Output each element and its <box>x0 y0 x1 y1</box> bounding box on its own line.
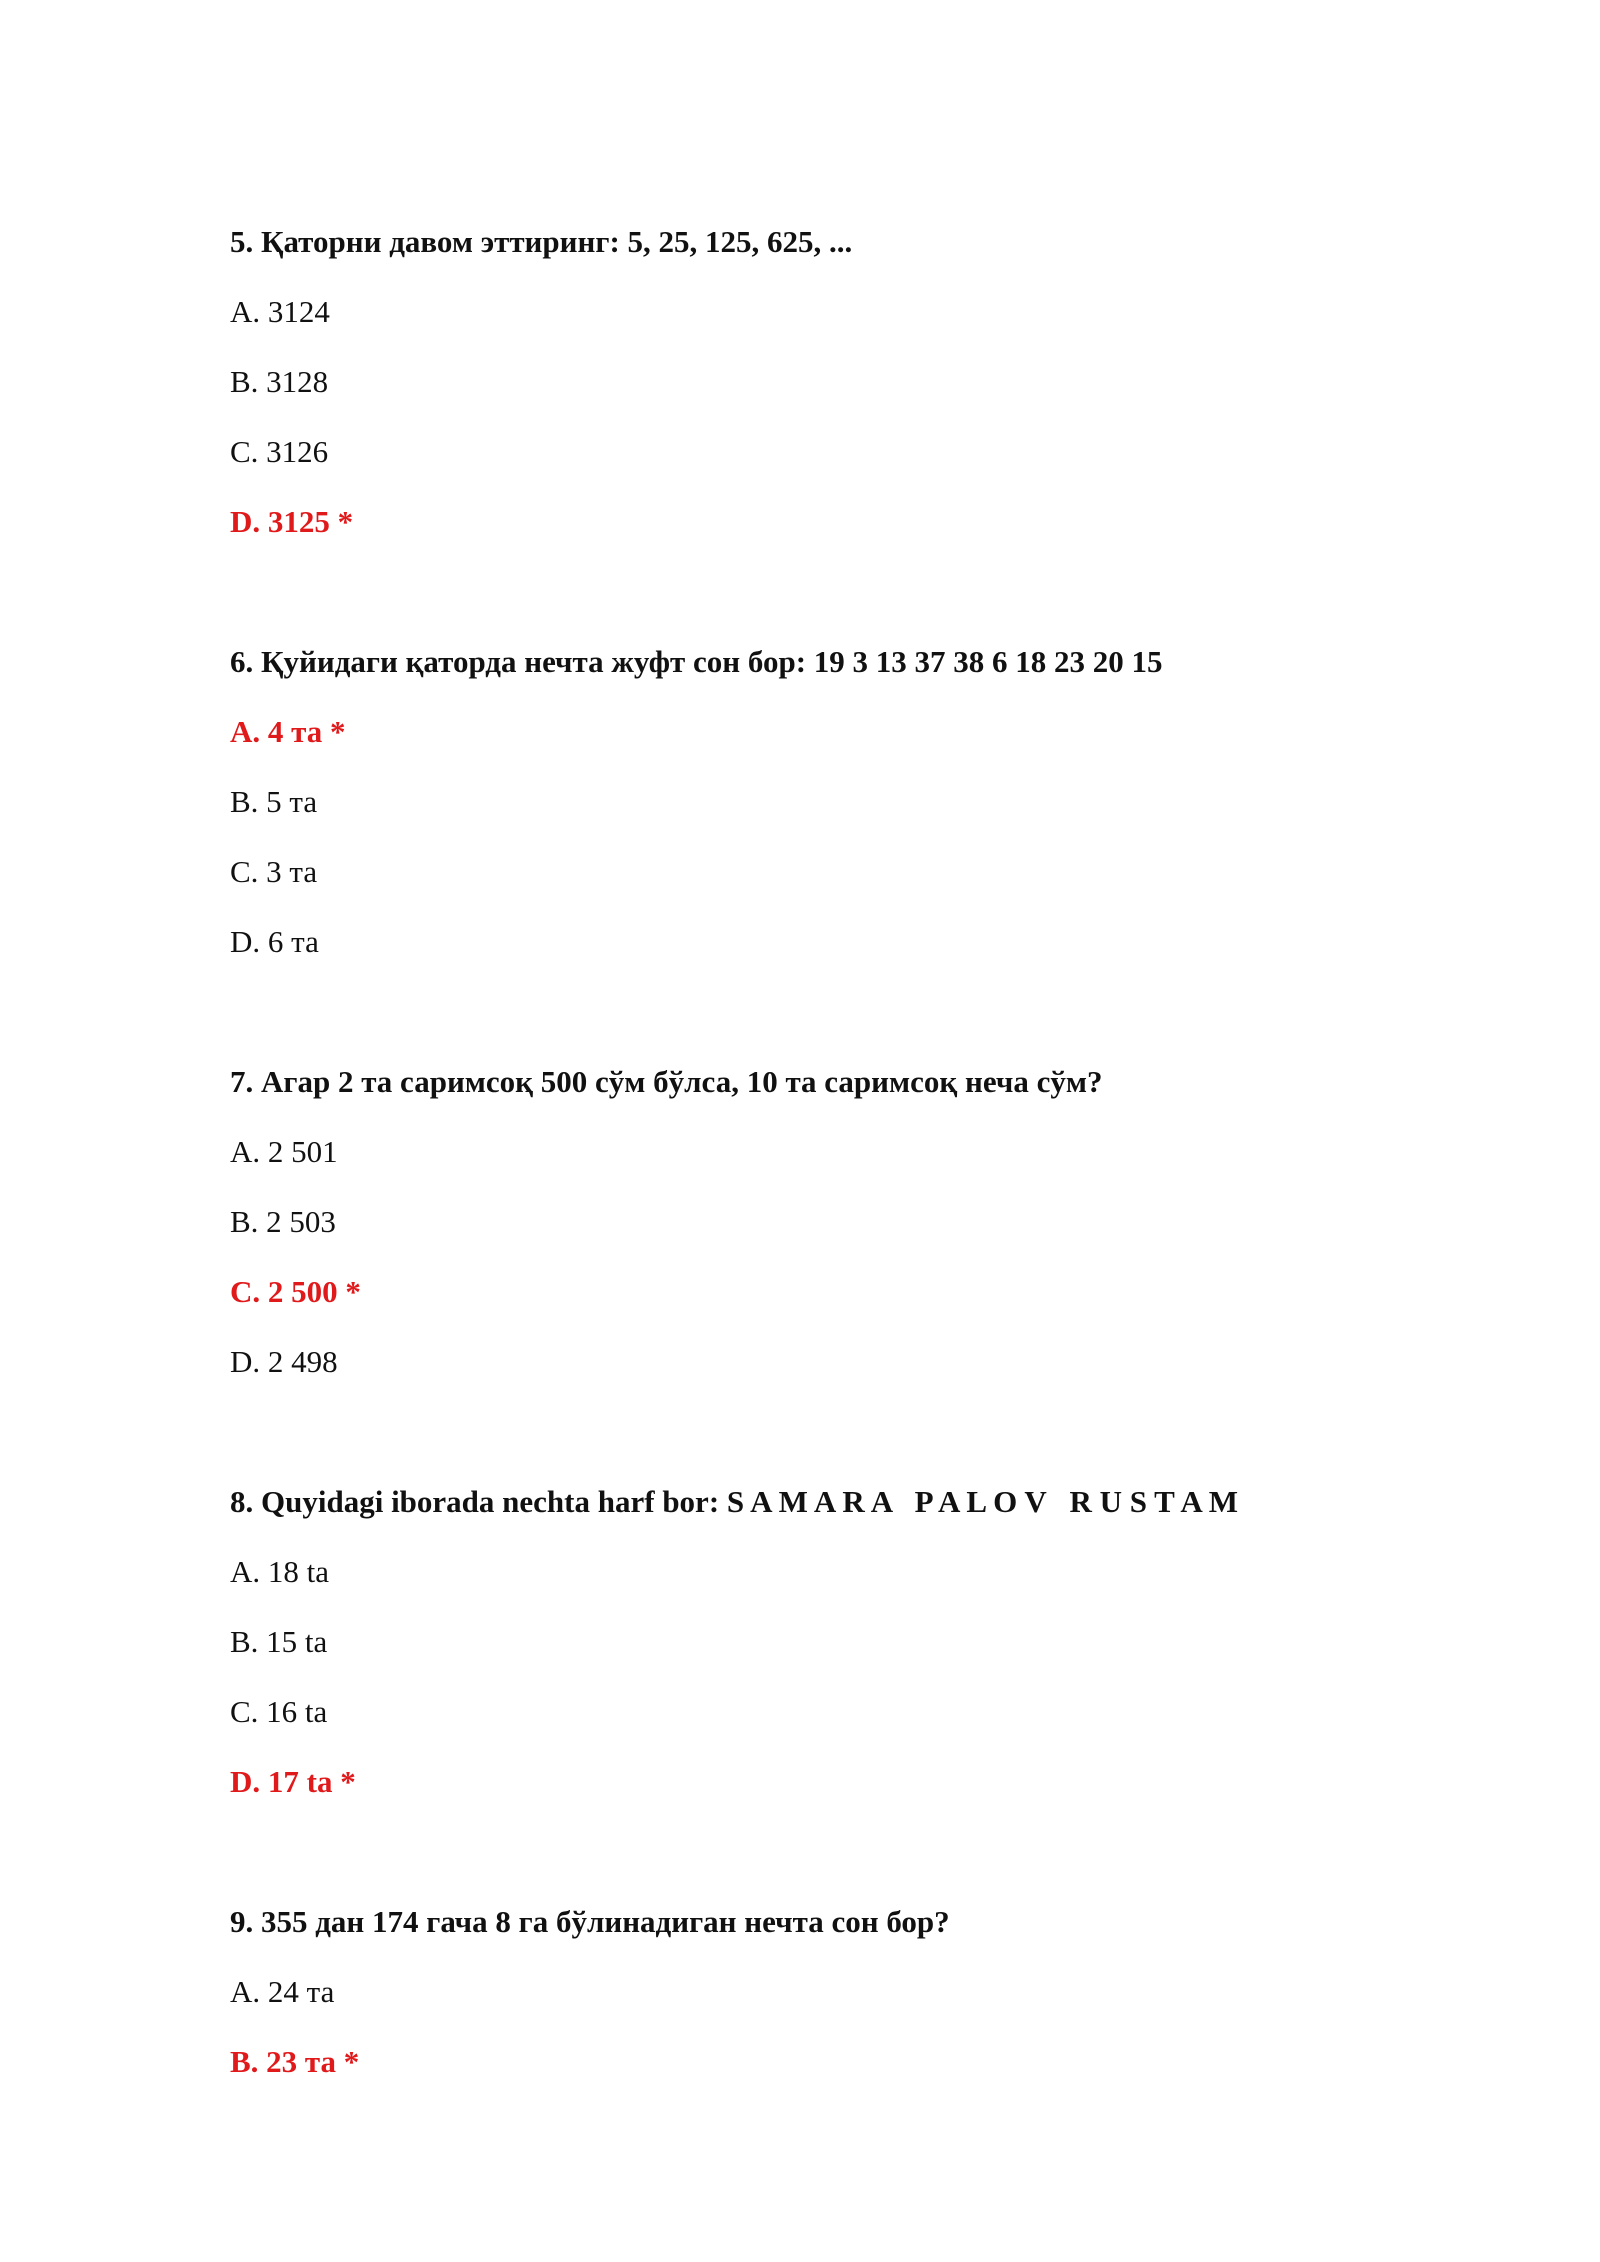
question-7-option-b: B. 2 503 <box>230 1204 336 1239</box>
question-6-option-c: C. 3 та <box>230 854 318 889</box>
question-6-option-d: D. 6 та <box>230 924 319 959</box>
question-7-text: 7. Агар 2 та саримсоқ 500 сўм бўлса, 10 та саримсоқ неча сўм? <box>230 1064 1103 1099</box>
question-8-text: 8. Quyidagi iborada nechta harf bor: S A M A R A P A L O V R U S T A M <box>230 1484 1239 1519</box>
question-6-text: 6. Қуйидаги қаторда нечта жуфт сон бор: 19 3 13 37 38 6 18 23 20 15 <box>230 644 1163 679</box>
question-9-option-a: A. 24 та <box>230 1974 335 2009</box>
question-5-option-d-correct: D. 3125 * <box>230 504 354 539</box>
question-6-option-b: B. 5 та <box>230 784 318 819</box>
question-9-option-b-correct: B. 23 та * <box>230 2044 360 2079</box>
question-5-option-c: C. 3126 <box>230 434 329 469</box>
question-8-option-c: C. 16 ta <box>230 1694 328 1729</box>
question-5-option-b: B. 3128 <box>230 364 329 399</box>
question-7-option-a: A. 2 501 <box>230 1134 338 1169</box>
question-5-text: 5. Қаторни давом эттиринг: 5, 25, 125, 625, ... <box>230 224 853 259</box>
question-8-option-d-correct: D. 17 ta * <box>230 1764 356 1799</box>
question-6-option-a-correct: A. 4 та * <box>230 714 346 749</box>
question-7-option-d: D. 2 498 <box>230 1344 338 1379</box>
question-5-option-a: A. 3124 <box>230 294 330 329</box>
question-8-option-b: B. 15 ta <box>230 1624 328 1659</box>
question-7-option-c-correct: C. 2 500 * <box>230 1274 361 1309</box>
question-8-option-a: A. 18 ta <box>230 1554 330 1589</box>
question-9-text: 9. 355 дан 174 гача 8 га бўлинадиган нечта сон бор? <box>230 1904 950 1939</box>
